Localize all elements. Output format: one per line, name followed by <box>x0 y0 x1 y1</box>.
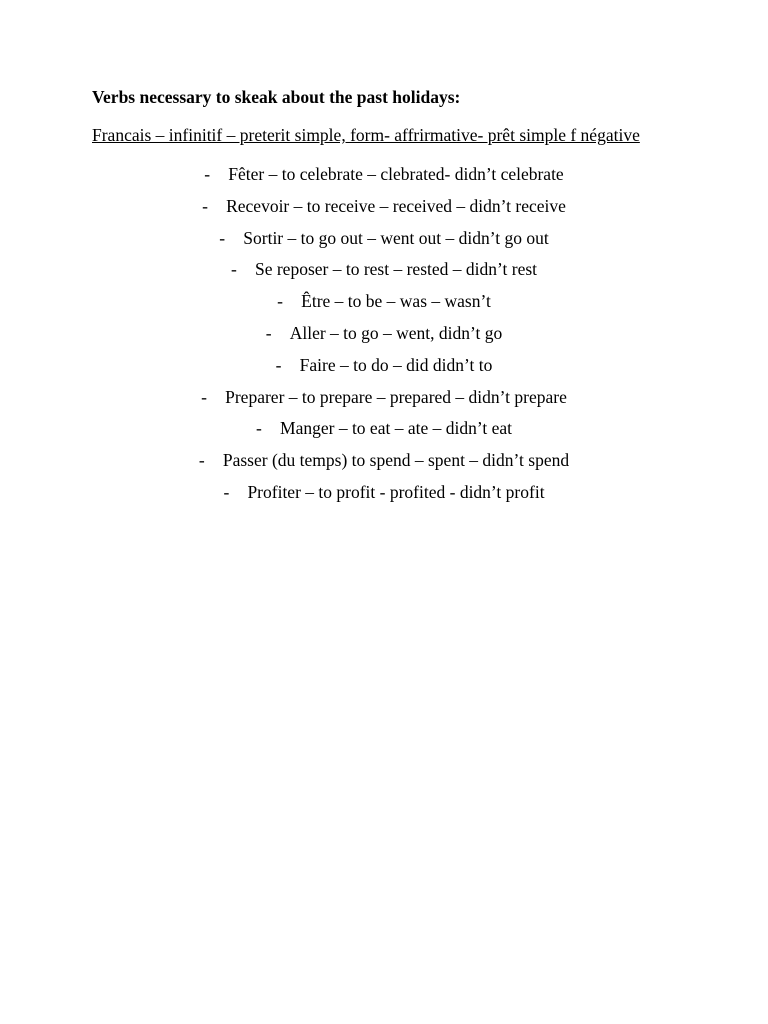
list-bullet: - <box>265 322 272 343</box>
verb-list-item <box>92 227 676 259</box>
list-bullet: - <box>277 291 283 312</box>
list-bullet: - <box>275 354 282 375</box>
list-bullet: - <box>204 164 211 184</box>
verb-list-item <box>92 449 676 481</box>
verb-list <box>92 163 676 513</box>
list-bullet: - <box>230 259 237 280</box>
verb-list-item <box>92 481 676 513</box>
verb-list-item <box>92 195 676 227</box>
verb-list-item <box>92 290 676 322</box>
verb-list-item <box>92 322 676 354</box>
verb-entry: Se reposer – to rest – rested – didn’t rest <box>254 259 538 280</box>
verb-entry: Passer (du temps) to spend – spent – didn’t spend <box>222 450 570 471</box>
list-bullet: - <box>202 195 208 216</box>
list-bullet: - <box>198 450 205 471</box>
verb-list-item <box>92 354 676 386</box>
verb-entry: Manger – to eat – ate – didn’t eat <box>280 418 512 439</box>
verb-entry: Aller – to go – went, didn’t go <box>289 322 503 343</box>
verb-list-item <box>92 386 676 418</box>
verb-entry: Être – to be – was – wasn’t <box>301 291 491 312</box>
document-subheading: Francais – infinitif – preterit simple, form- affrirmative- prêt simple f négative <box>92 125 640 145</box>
verb-list-item <box>92 417 676 449</box>
verb-list-item <box>92 163 676 195</box>
verb-entry: Sortir – to go out – went out – didn’t go out <box>243 227 549 248</box>
list-bullet: - <box>201 386 207 407</box>
verb-entry: Profiter – to profit - profited - didn’t profit <box>247 481 545 502</box>
verb-entry: Fêter – to celebrate – clebrated- didn’t celebrate <box>228 164 564 184</box>
verb-entry: Faire – to do – did didn’t to <box>299 354 493 375</box>
verb-entry: Recevoir – to receive – received – didn’t receive <box>226 195 566 216</box>
verb-entry: Preparer – to prepare – prepared – didn’t prepare <box>225 386 567 407</box>
list-bullet: - <box>223 481 230 502</box>
verb-list-item <box>92 258 676 290</box>
list-bullet: - <box>256 418 262 439</box>
list-bullet: - <box>219 227 226 248</box>
document-heading: Verbs necessary to skeak about the past holidays: <box>92 87 461 107</box>
